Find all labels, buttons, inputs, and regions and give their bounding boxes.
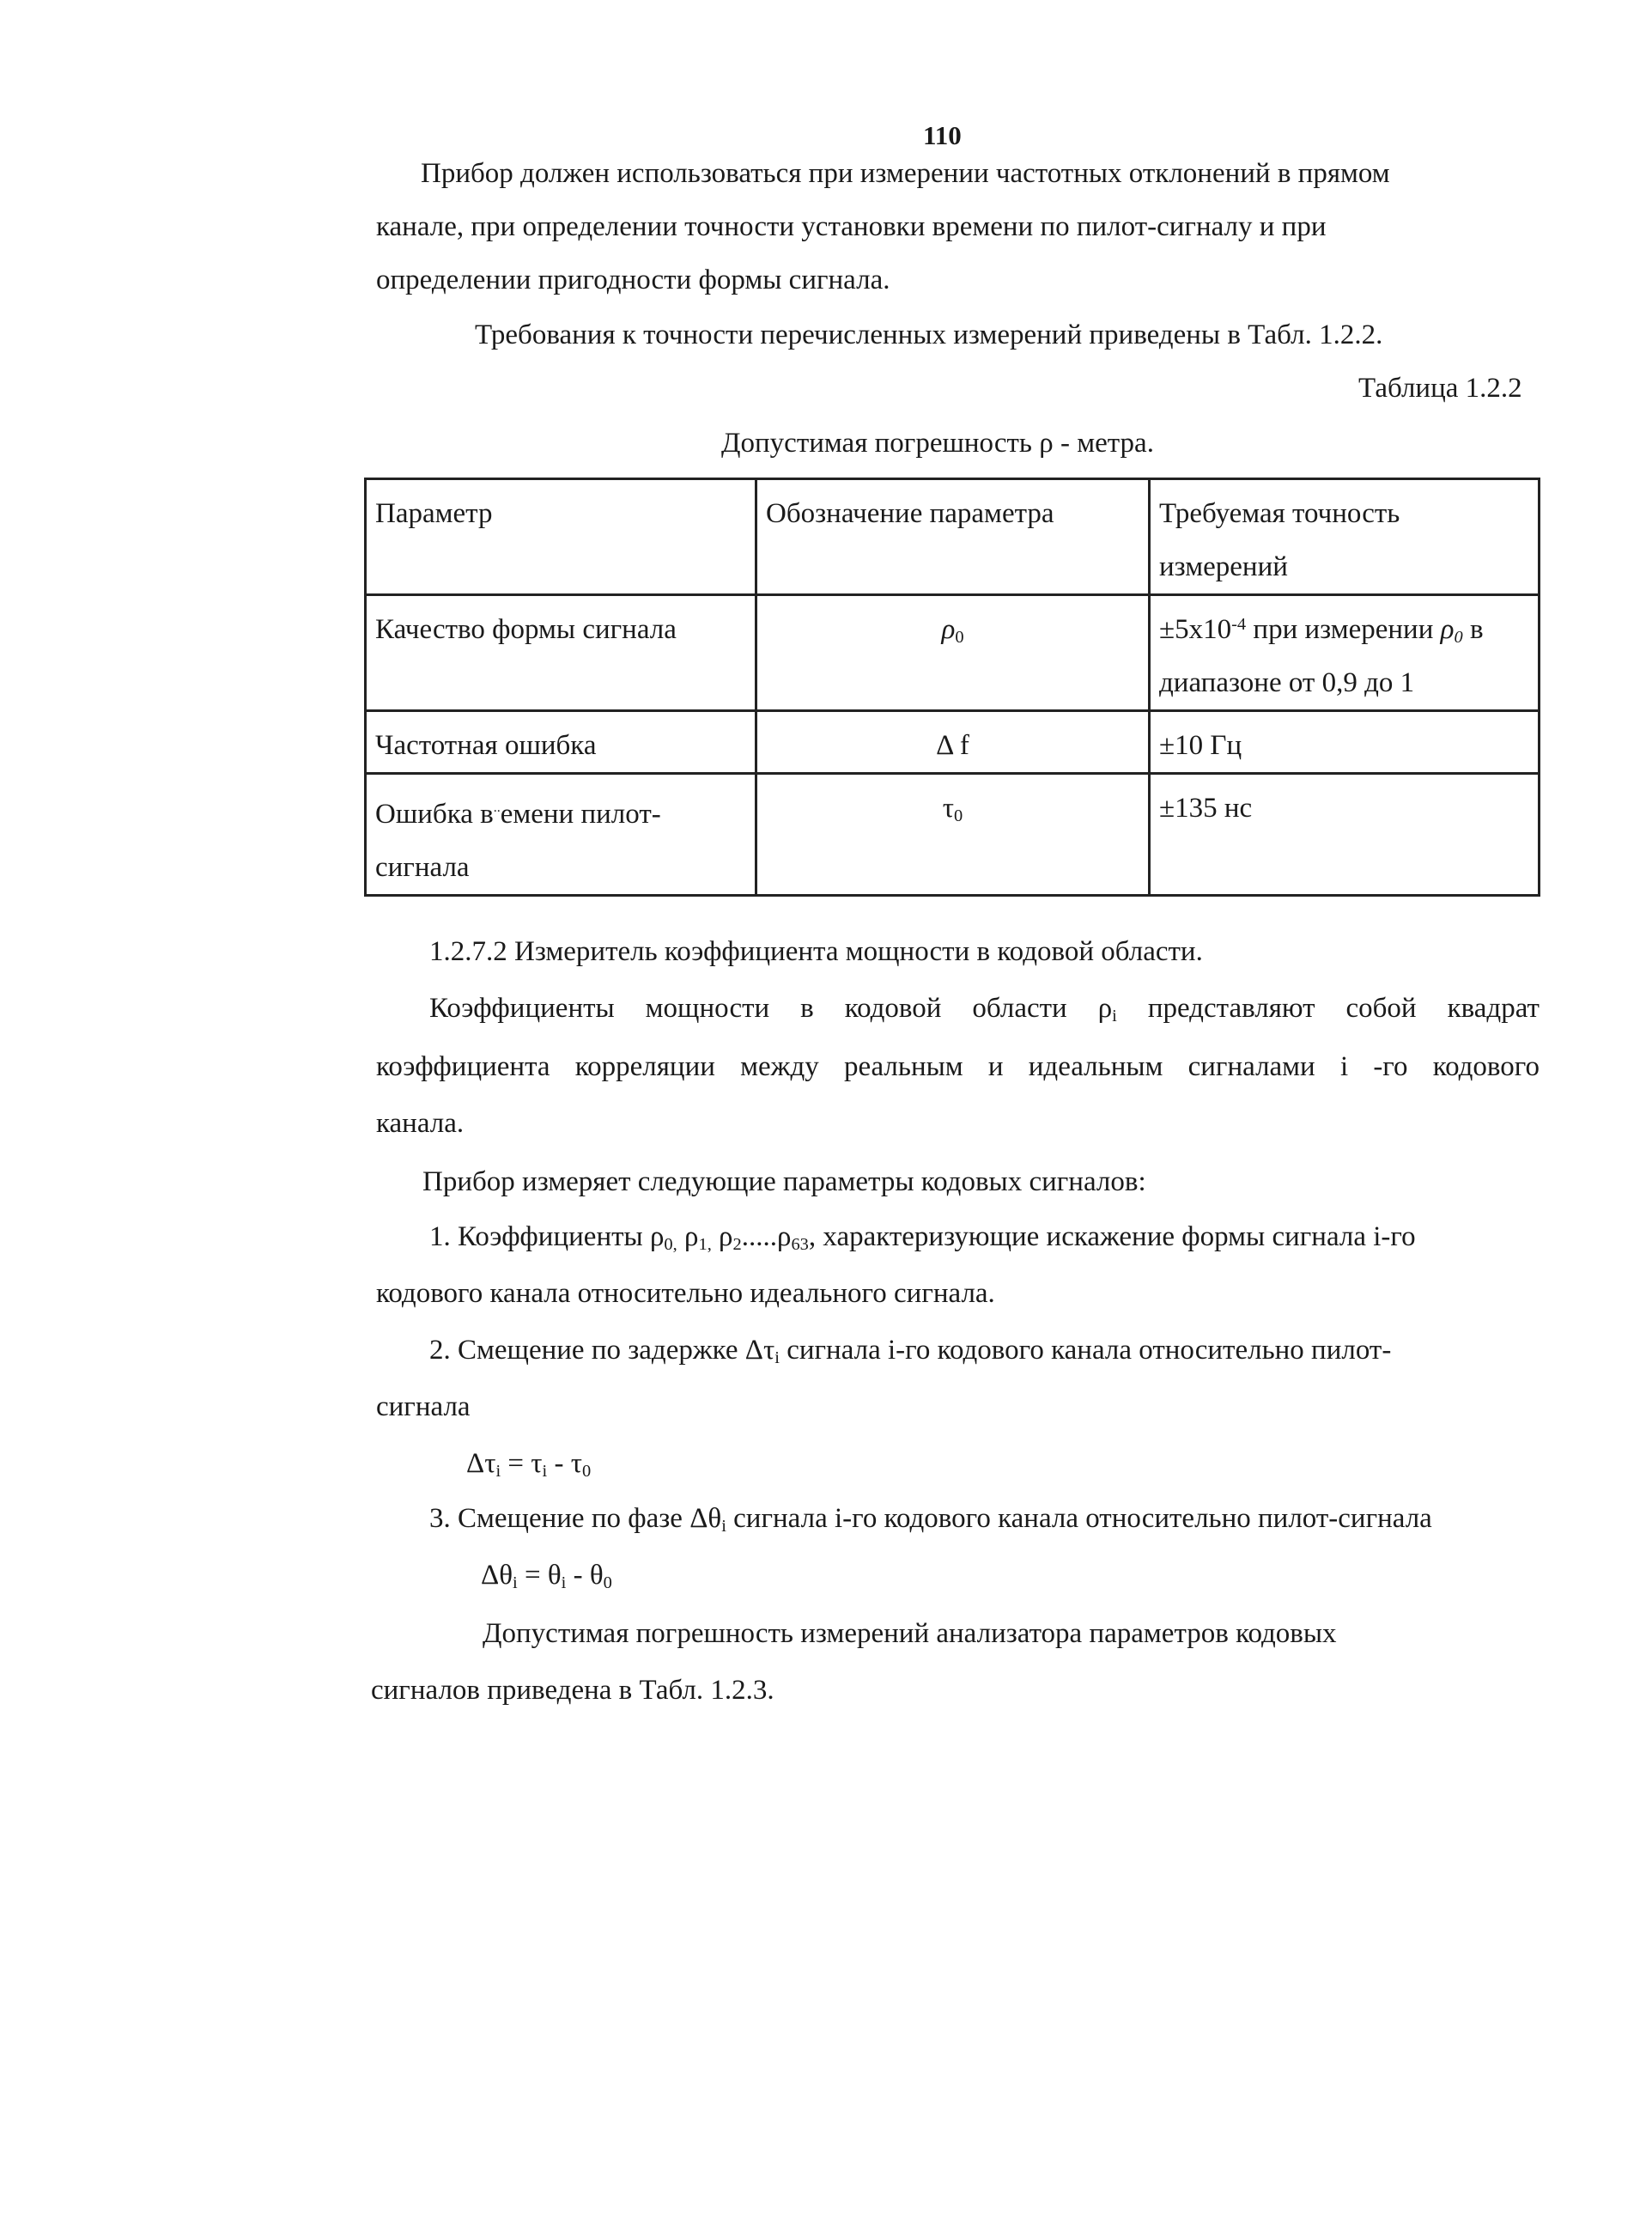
para-1-line-2: коэффициента корреляции между реальным и идеальным сигналами i -го кодового xyxy=(376,1051,1540,1082)
cell-accuracy: ±135 нс xyxy=(1150,774,1540,896)
page-number: 110 xyxy=(923,120,962,150)
formula-phase: $\Delta\theta_i = \theta_i - \theta_0$ xyxy=(481,1560,612,1593)
table-label: Таблица 1.2.2 xyxy=(1358,373,1522,404)
table-caption: Допустимая погрешность ρ - метра. xyxy=(721,428,1154,459)
intro-line-2: канале, при определении точности установки времени по пилот-сигналу и при xyxy=(376,211,1327,242)
table-row xyxy=(366,711,1540,774)
cell-param: Частотная ошибка xyxy=(366,711,756,774)
formula-delay: $\Delta\tau_i = \tau_i - \tau_0$ xyxy=(466,1448,592,1482)
closing-line-2: сигналов приведена в Табл. 1.2.3. xyxy=(371,1675,774,1706)
list-item-1: 1. Коэффициенты $\rho_{0,}$ $\rho_{1,}$ $\rho_2.....\rho_{63}$, характеризующие искажение формы сигнала i-го xyxy=(429,1221,1416,1255)
intro-line-3: определении пригодности формы сигнала. xyxy=(376,265,890,295)
list-item-3: 3. Смещение по фазе $\Delta\theta_i$ сигнала i-го кодового канала относительно пилот-сигнала xyxy=(429,1503,1432,1536)
header-accuracy: Требуемая точность измерений xyxy=(1150,479,1540,595)
cell-param: Качество формы сигнала xyxy=(366,595,756,711)
para-1-line-1: Коэффициенты мощности в кодовой области $\rho_i$ представляют собой квадрат xyxy=(429,993,1540,1026)
cell-accuracy: ±10 Гц xyxy=(1150,711,1540,774)
accuracy-table xyxy=(364,478,1540,897)
table-header-row xyxy=(366,479,1540,595)
closing-line-1: Допустимая погрешность измерений анализатора параметров кодовых xyxy=(483,1618,1337,1649)
list-item-1-line-2: кодового канала относительно идеального сигнала. xyxy=(376,1278,995,1309)
cell-symbol: Δ f xyxy=(756,711,1150,774)
intro-line-4: Требования к точности перечисленных измерений приведены в Табл. 1.2.2. xyxy=(475,319,1383,350)
section-heading: 1.2.7.2 Измеритель коэффициента мощности в кодовой области. xyxy=(429,936,1203,967)
list-item-2: 2. Смещение по задержке $\Delta\tau_i$ сигнала i-го кодового канала относительно пилот- xyxy=(429,1335,1392,1368)
para-2: Прибор измеряет следующие параметры кодовых сигналов: xyxy=(422,1166,1146,1197)
header-symbol: Обозначение параметра xyxy=(756,479,1150,595)
list-item-2-line-2: сигнала xyxy=(376,1391,471,1422)
table-row xyxy=(366,774,1540,896)
header-param: Параметр xyxy=(366,479,756,595)
cell-param: Ошибка в..емени пилот- сигнала xyxy=(366,774,756,896)
cell-accuracy: $\pm 5x10^{-4}$ при измерении $\rho_0$ в диапазоне от 0,9 до 1 xyxy=(1150,595,1540,711)
cell-symbol: $\tau_0$ xyxy=(756,774,1150,896)
intro-line-1: Прибор должен использоваться при измерении частотных отклонений в прямом xyxy=(421,158,1390,189)
cell-symbol: $\rho_0$ xyxy=(756,595,1150,711)
table-row xyxy=(366,595,1540,711)
para-1-line-3: канала. xyxy=(376,1108,465,1139)
